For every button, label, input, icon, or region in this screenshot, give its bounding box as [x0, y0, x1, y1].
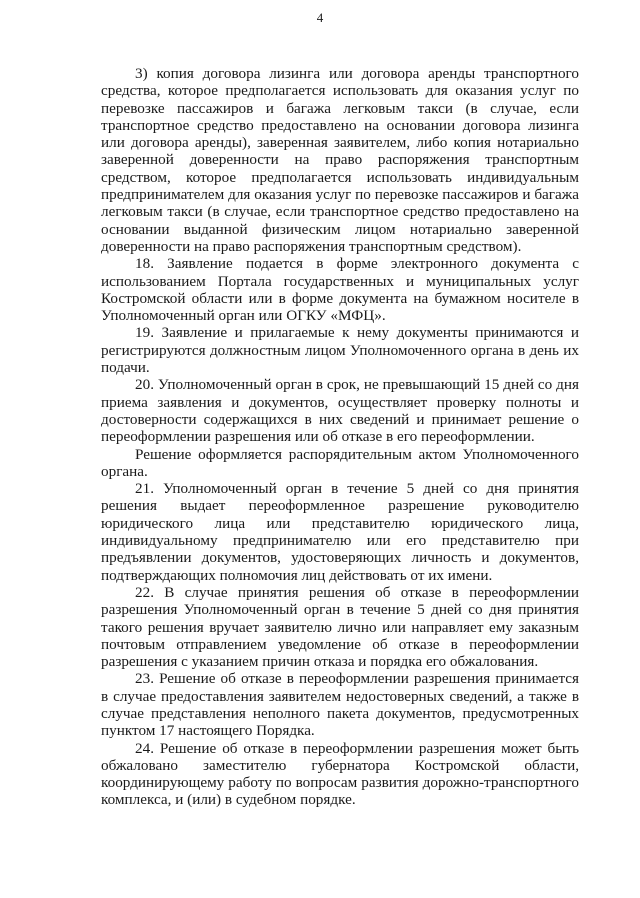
- page-number: 4: [316, 10, 324, 25]
- paragraph-23: 23. Решение об отказе в переоформлении разрешения принимается в случае предоставления заявителем недостоверных сведений, а также в случае представления неполного пакета документов, предусмотренных пунктом 17 настоящего Порядка.: [101, 670, 579, 740]
- paragraph-20-decision: Решение оформляется распорядительным актом Уполномоченного органа.: [101, 445, 579, 480]
- document-body: [101, 65, 579, 809]
- paragraph-item-3: 3) копия договора лизинга или договора аренды транспортного средства, которое предполагается использовать для оказания услуг по перевозке пассажиров и багажа легковым такси (в случае, если транспортное средство предоставлено на основании договора лизинга или договора аренды), заверенная заявителем, либо копия нотариально заверенной доверенности на право распоряжения транспортным средством, которое предполагается использовать индивидуальным предпринимателем для оказания услуг по перевозке пассажиров и багажа легковым такси (в случае, если транспортное средство предоставлено на основании выданной физическим лицом нотариально заверенной доверенности на право распоряжения транспортным средством).: [101, 65, 579, 255]
- paragraph-24: 24. Решение об отказе в переоформлении разрешения может быть обжаловано заместителю губернатора Костромской области, координирующему работу по вопросам развития дорожно-транспортного комплекса, и (или) в судебном порядке.: [101, 739, 579, 809]
- paragraph-21: 21. Уполномоченный орган в течение 5 дней со дня принятия решения выдает переоформленное разрешение руководителю юридического лица или представителю юридического лица, индивидуальному предпринимателю или его представителю при предъявлении документов, удостоверяющих личность и документов, подтверждающих полномочия лиц действовать от их имени.: [101, 480, 579, 584]
- paragraph-20: 20. Уполномоченный орган в срок, не превышающий 15 дней со дня приема заявления и документов, осуществляет проверку полноты и достоверности содержащихся в них сведений и принимает решение о переоформлении разрешения или об отказе в его переоформлении.: [101, 376, 579, 446]
- paragraph-18: 18. Заявление подается в форме электронного документа с использованием Портала государственных и муниципальных услуг Костромской области или в форме документа на бумажном носителе в Уполномоченный орган или ОГКУ «МФЦ».: [101, 255, 579, 325]
- paragraph-22: 22. В случае принятия решения об отказе в переоформлении разрешения Уполномоченный орган в течение 5 дней со дня принятия такого решения вручает заявителю лично или направляет ему заказным почтовым отправлением уведомление об отказе в переоформлении разрешения с указанием причин отказа и порядка его обжалования.: [101, 583, 579, 671]
- paragraph-19: 19. Заявление и прилагаемые к нему документы принимаются и регистрируются должностным лицом Уполномоченного органа в день их подачи.: [101, 324, 579, 377]
